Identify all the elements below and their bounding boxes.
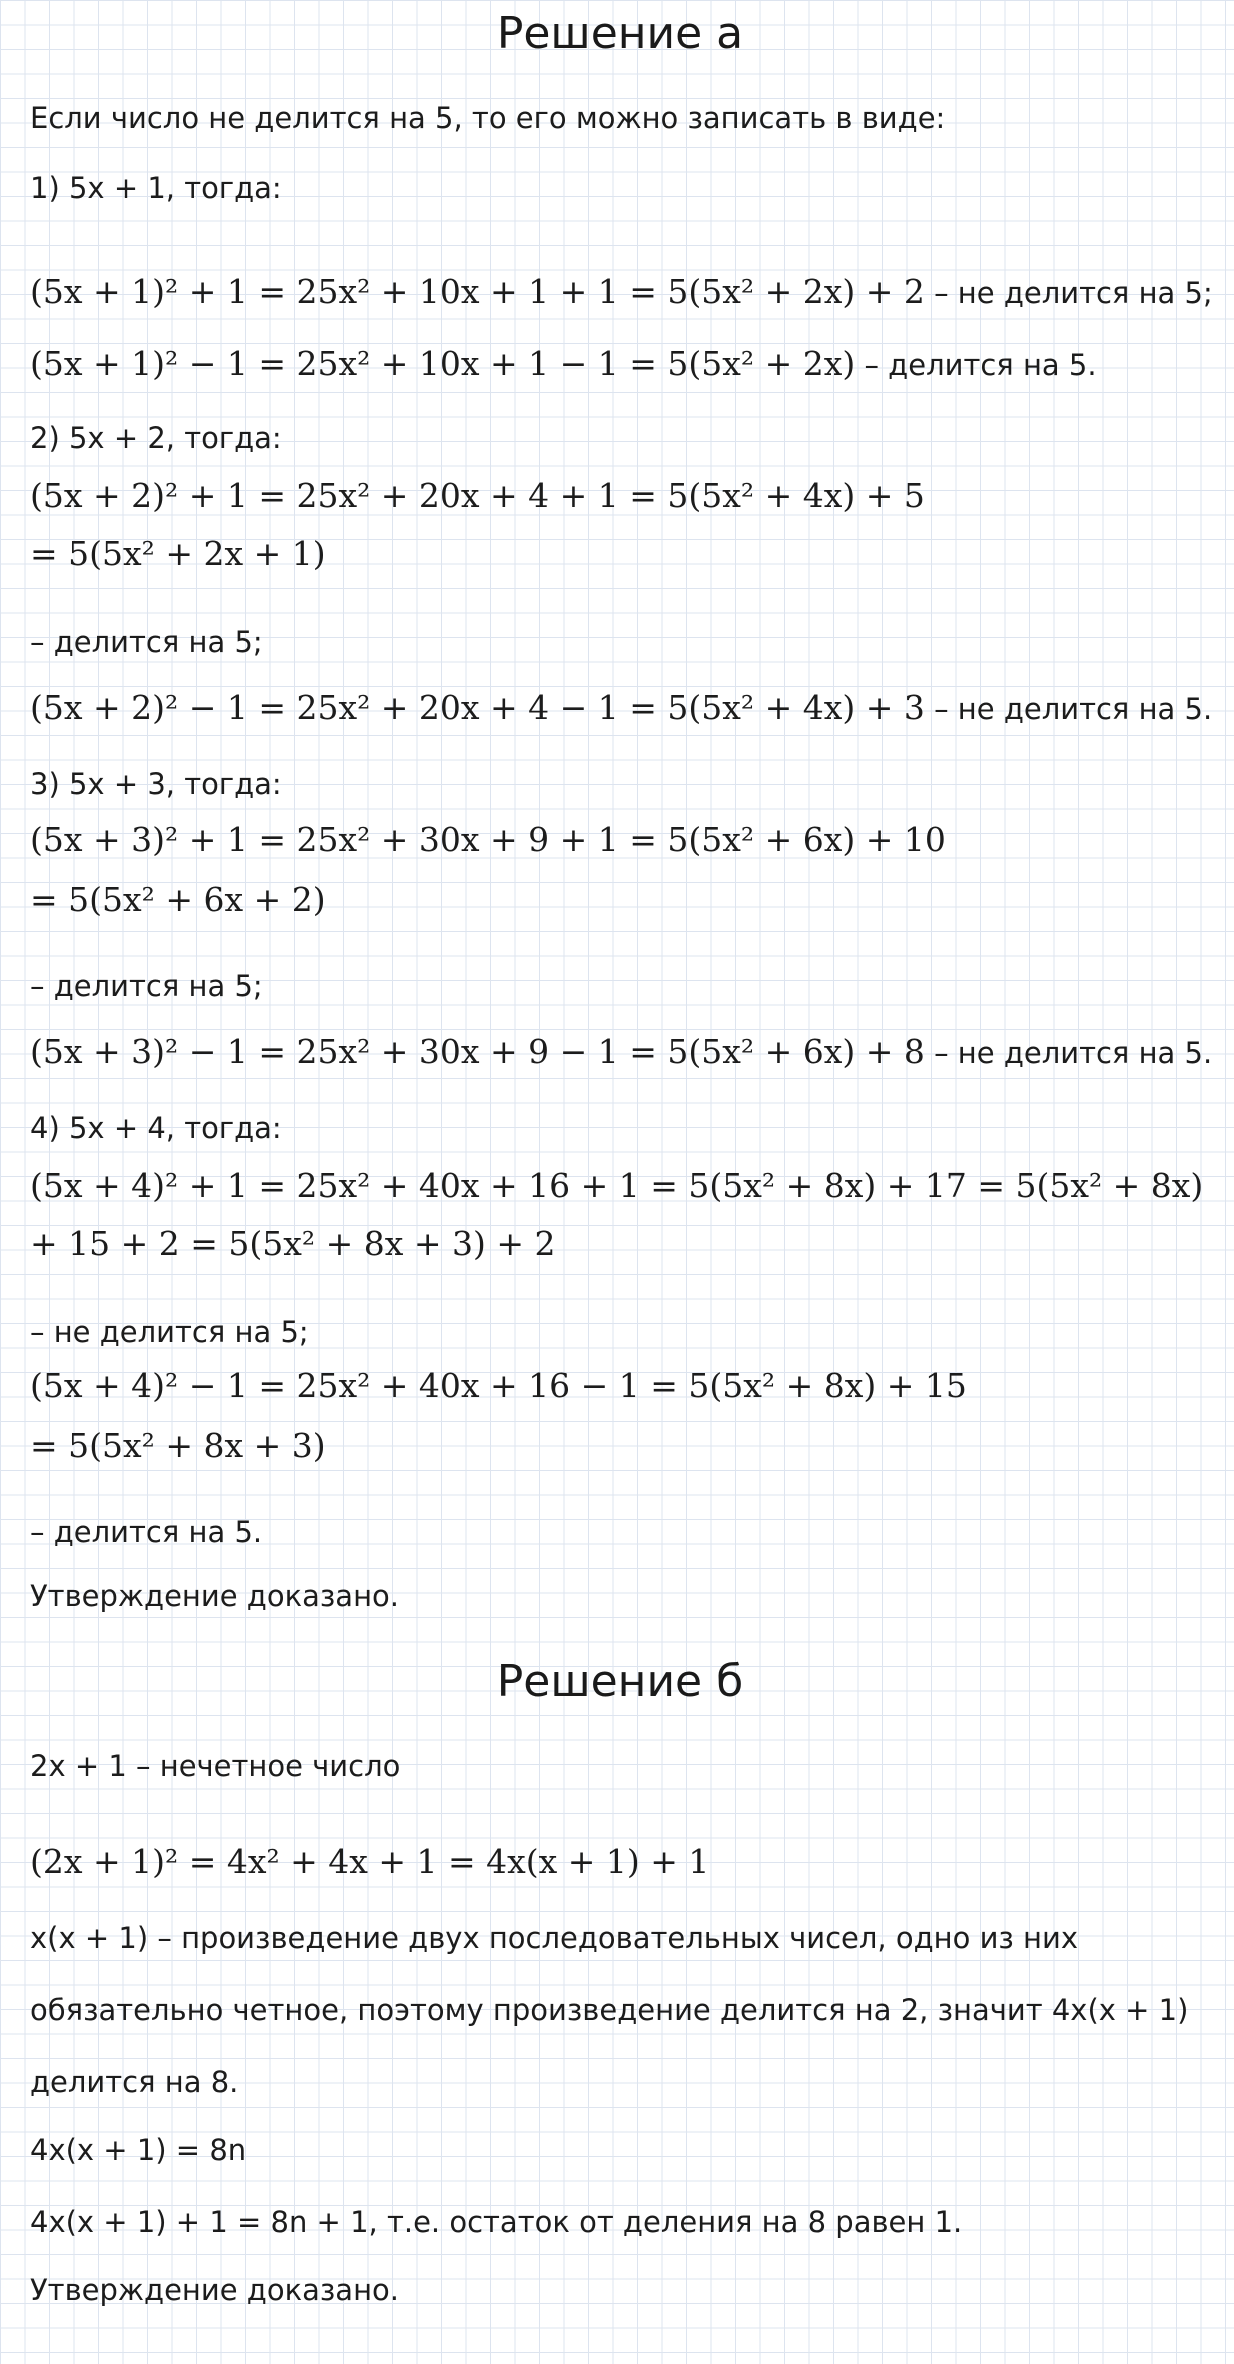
case3-eq-plus-note: – делится на 5; [30, 969, 263, 1003]
case2-eq-minus [30, 688, 1212, 730]
section-a-intro: Если число не делится на 5, то его можно записать в виде: [30, 101, 946, 135]
section-b-title: Решение б [496, 1656, 744, 1707]
case3-eq-minus-formula: (5x + 3)² − 1 = 25x² + 30x + 9 − 1 = 5(5x² + 6x) + 8 [30, 1032, 925, 1071]
case1-eq-plus [30, 272, 1213, 314]
section-b-conclusion: Утверждение доказано. [30, 2273, 399, 2307]
section-b-eq2: 4x(x + 1) = 8n [30, 2133, 247, 2167]
case3-label: 3) 5x + 3, тогда: [30, 767, 282, 801]
case2-eq-minus-formula: (5x + 2)² − 1 = 25x² + 20x + 4 − 1 = 5(5x² + 4x) + 3 [30, 688, 925, 727]
case1-eq-minus-formula: (5x + 1)² − 1 = 25x² + 10x + 1 − 1 = 5(5x² + 2x) [30, 344, 856, 383]
section-b-line1: 2x + 1 – нечетное число [30, 1749, 401, 1783]
case4-label: 4) 5x + 4, тогда: [30, 1111, 282, 1145]
case3-eq-plus-line1: (5x + 3)² + 1 = 25x² + 30x + 9 + 1 = 5(5x² + 6x) + 10 [30, 820, 946, 859]
section-a-title: Решение а [496, 8, 744, 59]
section-b-para-line1: x(x + 1) – произведение двух последовательных чисел, одно из них [30, 1921, 1079, 1955]
case4-eq-plus-note: – не делится на 5; [30, 1315, 309, 1349]
case2-eq-plus-line2: = 5(5x² + 2x + 1) [30, 534, 326, 573]
case2-eq-minus-note: – не делится на 5. [924, 692, 1213, 726]
case4-eq-minus-line1: (5x + 4)² − 1 = 25x² + 40x + 16 − 1 = 5(5x² + 8x) + 15 [30, 1366, 967, 1405]
section-b-para-line2: обязательно четное, поэтому произведение делится на 2, значит 4x(x + 1) [30, 1993, 1189, 2027]
case3-eq-minus-note: – не делится на 5. [924, 1036, 1213, 1070]
case2-eq-plus-line1: (5x + 2)² + 1 = 25x² + 20x + 4 + 1 = 5(5x² + 4x) + 5 [30, 476, 925, 515]
case3-eq-plus-line2: = 5(5x² + 6x + 2) [30, 880, 326, 919]
case1-eq-plus-formula: (5x + 1)² + 1 = 25x² + 10x + 1 + 1 = 5(5x² + 2x) + 2 [30, 272, 925, 311]
section-b-eq3: 4x(x + 1) + 1 = 8n + 1, т.е. остаток от деления на 8 равен 1. [30, 2205, 963, 2239]
case3-eq-minus [30, 1032, 1212, 1074]
section-b-eq1: (2x + 1)² = 4x² + 4x + 1 = 4x(x + 1) + 1 [30, 1842, 710, 1881]
case4-eq-plus-line1: (5x + 4)² + 1 = 25x² + 40x + 16 + 1 = 5(5x² + 8x) + 17 = 5(5x² + 8x) [30, 1166, 1204, 1205]
section-b-para-line3: делится на 8. [30, 2065, 239, 2099]
case1-label: 1) 5x + 1, тогда: [30, 171, 282, 205]
case1-eq-minus [30, 344, 1097, 386]
case1-eq-minus-note: – делится на 5. [855, 348, 1097, 382]
case2-eq-plus-note: – делится на 5; [30, 625, 263, 659]
section-a-conclusion: Утверждение доказано. [30, 1579, 399, 1613]
case2-label: 2) 5x + 2, тогда: [30, 421, 282, 455]
case1-eq-plus-note: – не делится на 5; [924, 276, 1213, 310]
case4-eq-plus-line2: + 15 + 2 = 5(5x² + 8x + 3) + 2 [30, 1224, 556, 1263]
case4-eq-minus-line2: = 5(5x² + 8x + 3) [30, 1426, 326, 1465]
case4-eq-minus-note: – делится на 5. [30, 1515, 263, 1549]
